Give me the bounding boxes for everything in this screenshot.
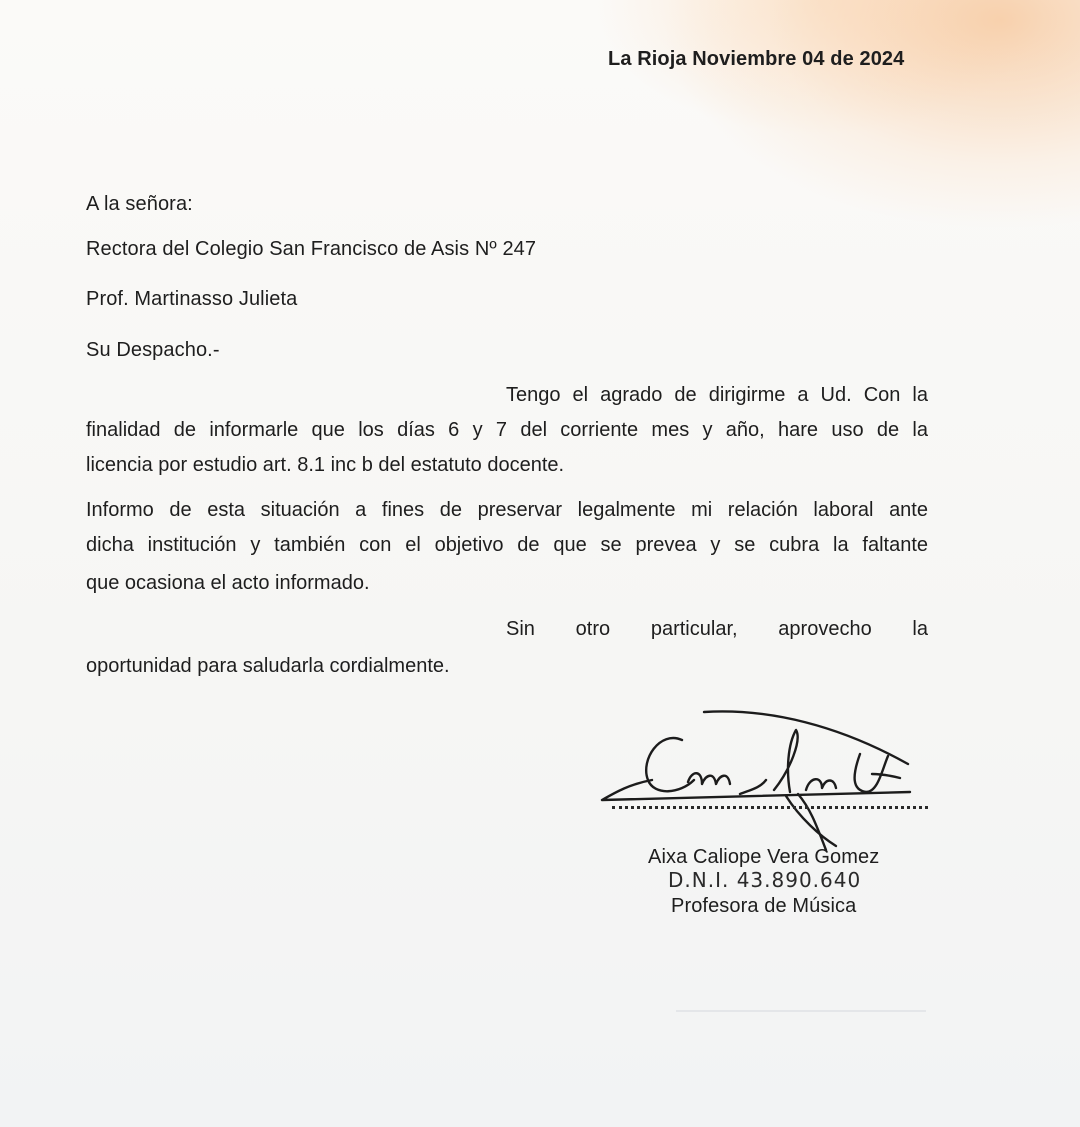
paragraph-2-line-1: Informo de esta situación a fines de preservar legalmente mi relación laboral ante	[86, 499, 928, 521]
recipient-name: Prof. Martinasso Julieta	[86, 288, 298, 310]
signer-name: Aixa Caliope Vera Gomez	[648, 846, 880, 868]
signer-role: Profesora de Música	[671, 895, 857, 917]
bleed-through-line	[676, 1010, 926, 1012]
paragraph-1-line-2: finalidad de informarle que los días 6 y 7 del corriente mes y año, hare uso de la	[86, 419, 928, 441]
recipient-closing: Su Despacho.-	[86, 339, 220, 361]
paragraph-2-line-3: que ocasiona el acto informado.	[86, 572, 370, 594]
paragraph-2-line-2: dicha institución y también con el objetivo de que se prevea y se cubra la faltante	[86, 534, 928, 556]
recipient-greeting: A la señora:	[86, 193, 193, 215]
paragraph-3-line-1: Sin otro particular, aprovecho la	[506, 618, 928, 640]
paragraph-3-line-2: oportunidad para saludarla cordialmente.	[86, 655, 450, 677]
paragraph-1-line-3: licencia por estudio art. 8.1 inc b del estatuto docente.	[86, 454, 565, 476]
signature-line	[612, 806, 928, 809]
letter-date: La Rioja Noviembre 04 de 2024	[608, 48, 905, 70]
signer-dni: D.N.I. 43.890.640	[668, 868, 862, 892]
handwritten-signature	[590, 700, 950, 860]
recipient-title: Rectora del Colegio San Francisco de Asis Nº 247	[86, 238, 537, 260]
paragraph-1-line-1: Tengo el agrado de dirigirme a Ud. Con la	[506, 384, 928, 406]
